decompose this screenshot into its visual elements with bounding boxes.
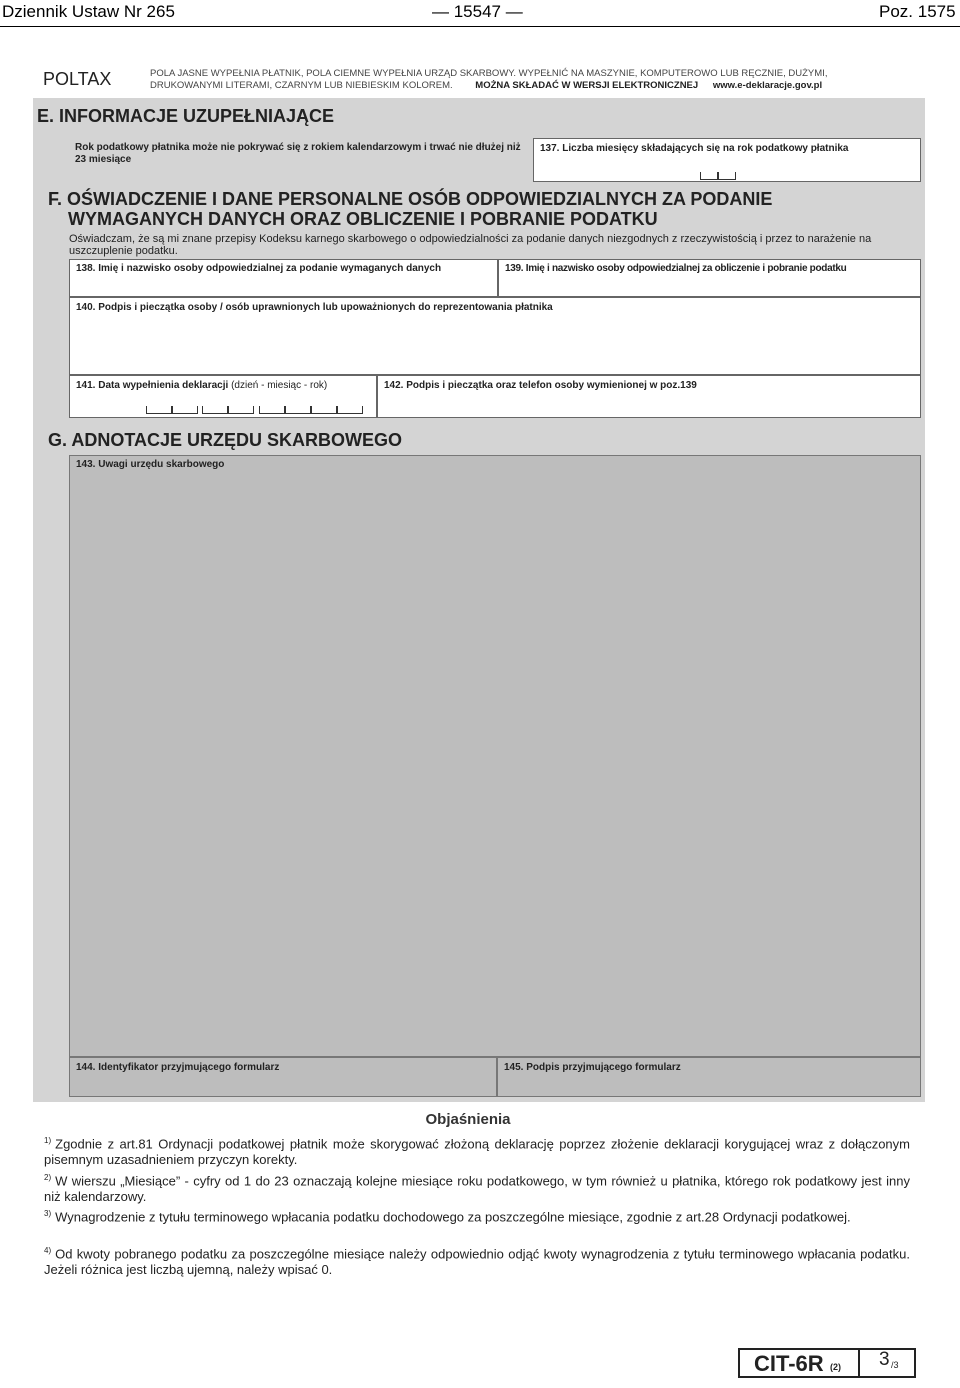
month-cell [228,406,254,414]
declaration-text: Oświadczam, że są mi znane przepisy Kodeksu karnego skarbowego o odpowiedzialności za podanie danych niezgodnych z rzeczywistością i przez to narażenie na uszczuplenie podatku. [69,233,872,257]
note-number: 3) [44,1209,52,1218]
form-code: CIT-6R [754,1351,824,1376]
field-141-label [76,380,327,391]
digit-cell [700,172,718,180]
field-140-label: 140. Podpis i pieczątka osoby / osób uprawnionych lub upoważnionych do reprezentowania płatnika [76,302,553,313]
journal-title: Dziennik Ustaw Nr 265 [2,2,175,21]
page-number-center: — 15547 — [432,2,523,21]
fill-notice-line1: POLA JASNE WYPEŁNIA PŁATNIK, POLA CIEMNE WYPEŁNIA URZĄD SKARBOWY. WYPEŁNIĆ NA MASZYNIE, KOMPUTEROWO LUB RĘCZNIE, DUŻYMI, [150,68,828,79]
field-141-box[interactable] [69,375,377,418]
section-g-title: G. ADNOTACJE URZĘDU SKARBOWEGO [48,430,403,450]
explanations-title: Objaśnienia [425,1111,511,1128]
field-139-label: 139. Imię i nazwisko osoby odpowiedzialnej za obliczenie i pobranie podatku [505,263,847,274]
fill-notice-line2 [150,80,822,91]
section-f-title-line2: WYMAGANYCH DANYCH ORAZ OBLICZENIE I POBRANIE PODATKU [68,209,658,229]
date-format-hint: (dzień - miesiąc - rok) [231,380,328,391]
note-text: Wynagrodzenie z tytułu terminowego wpłacania podatku dochodowego za poszczególne miesiące, zgodnie z art.28 Ordynacji podatkowej. [55,1209,851,1225]
note-number: 4) [44,1246,52,1255]
day-cell [172,406,198,414]
poltax-logo: POLTAX [43,69,112,89]
field-142-box[interactable] [377,375,921,418]
section-f-title-line1: F. OŚWIADCZENIE I DANE PERSONALNE OSÓB ODPOWIEDZIALNYCH ZA PODANIE [48,189,773,209]
year-cell [285,406,311,414]
field-137-box[interactable] [533,138,921,182]
section-f-title [48,189,772,229]
form-code-divider [858,1350,860,1376]
page-header [0,0,960,27]
explanation-note-2 [44,1170,910,1205]
field-138-label: 138. Imię i nazwisko osoby odpowiedzialnej za podanie wymaganych danych [76,263,442,274]
year-cell [311,406,337,414]
explanation-note-1 [44,1133,910,1168]
note-text: Od kwoty pobranego podatku za poszczególne miesiące należy odpowiednio odjąć kwoty wynagrodzenia z tytułu terminowego wpłacania podatku. Jeżeli różnica jest liczbą ujemną, należy wpisać 0. [44,1246,910,1278]
field-141-text: 141. Data wypełnienia deklaracji [76,380,229,391]
explanation-note-4 [44,1243,910,1278]
form-version: (2) [830,1362,841,1372]
digit-cell [718,172,736,180]
field-140-box[interactable] [69,297,921,375]
section-e-title: E. INFORMACJE UZUPEŁNIAJĄCE [37,106,335,126]
explanation-note-3 [44,1206,910,1225]
field-144-box[interactable] [69,1057,497,1097]
note-number: 1) [44,1136,52,1145]
year-cell [337,406,363,414]
fiscal-year-info: Rok podatkowy płatnika może nie pokrywać się z rokiem kalendarzowym i trwać nie dłużej niż 23 miesiące [75,142,521,165]
field-143-label: 143. Uwagi urzędu skarbowego [76,459,225,470]
field-144-label: 144. Identyfikator przyjmującego formularz [76,1062,280,1073]
position-number: Poz. 1575 [879,2,956,21]
year-cell [259,406,285,414]
field-142-label: 142. Podpis i pieczątka oraz telefon osoby wymienionej w poz.139 [384,380,697,391]
fill-notice-text: DRUKOWANYMI LITERAMI, CZARNYM LUB NIEBIESKIM KOLOREM. [150,80,453,91]
note-text: Zgodnie z art.81 Ordynacji podatkowej płatnik może skorygować złożoną deklarację poprzez złożenie deklaracji korygującej wraz z dołączonym pisemnym uzasadnieniem przyczyn korekty. [44,1136,910,1168]
month-cell [202,406,228,414]
page-total: /3 [891,1360,899,1370]
field-143-box[interactable] [69,455,921,1057]
edeklaracje-link[interactable]: www.e-deklaracje.gov.pl [712,80,823,91]
field-145-box[interactable] [497,1057,921,1097]
day-cell [146,406,172,414]
field-137-label: 137. Liczba miesięcy składających się na rok podatkowy płatnika [540,143,849,154]
electronic-notice: MOŻNA SKŁADAĆ W WERSJI ELEKTRONICZNEJ [475,80,699,91]
field-138-box[interactable] [69,259,498,297]
field-145-label: 145. Podpis przyjmującego formularz [504,1062,681,1073]
note-number: 2) [44,1173,52,1182]
page-indicator: 3 [879,1349,890,1370]
note-text: W wierszu „Miesiące” - cyfry od 1 do 23 oznaczają kolejne miesiące roku podatkowego, w tym również u płatnika, którego rok podatkowy jest inny niż kalendarzowy. [44,1173,910,1205]
field-139-box[interactable] [498,259,921,297]
